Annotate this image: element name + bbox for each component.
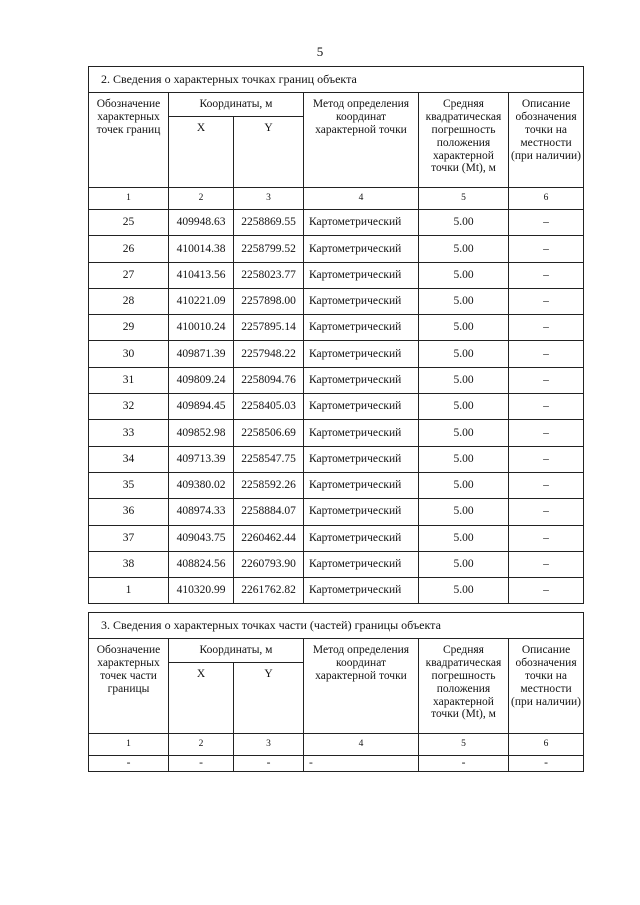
section-title: 3. Сведения о характерных точках части (частей) границы объекта xyxy=(89,613,584,639)
description-cell: – xyxy=(509,315,584,341)
method-cell: Картометрический xyxy=(304,446,419,472)
description-cell: – xyxy=(509,262,584,288)
description-cell: - xyxy=(509,756,584,772)
point-cell: 38 xyxy=(89,551,169,577)
point-cell: 29 xyxy=(89,315,169,341)
y-coordinate-cell: 2258547.75 xyxy=(234,446,304,472)
x-coordinate-cell: 410320.99 xyxy=(169,578,234,604)
point-cell: 35 xyxy=(89,472,169,498)
description-cell: – xyxy=(509,367,584,393)
method-cell: Картометрический xyxy=(304,551,419,577)
mean-error-cell: 5.00 xyxy=(419,367,509,393)
point-cell: - xyxy=(89,756,169,772)
table-row xyxy=(89,288,584,314)
x-coordinate-cell: 410010.24 xyxy=(169,315,234,341)
y-coordinate-cell: - xyxy=(234,756,304,772)
table-row xyxy=(89,236,584,262)
table-row xyxy=(89,525,584,551)
x-coordinate-cell: 409043.75 xyxy=(169,525,234,551)
column-number: 2 xyxy=(169,188,234,210)
column-number: 4 xyxy=(304,188,419,210)
point-cell: 31 xyxy=(89,367,169,393)
x-coordinate-cell: 410413.56 xyxy=(169,262,234,288)
table-row xyxy=(89,551,584,577)
header-method: Метод определения координат характерной точки xyxy=(304,93,419,188)
y-coordinate-cell: 2258884.07 xyxy=(234,499,304,525)
y-coordinate-cell: 2258506.69 xyxy=(234,420,304,446)
method-cell: Картометрический xyxy=(304,394,419,420)
mean-error-cell: - xyxy=(419,756,509,772)
description-cell: – xyxy=(509,288,584,314)
mean-error-cell: 5.00 xyxy=(419,551,509,577)
y-coordinate-cell: 2260462.44 xyxy=(234,525,304,551)
description-cell: – xyxy=(509,472,584,498)
boundary-points-table xyxy=(88,66,584,604)
table-row xyxy=(89,756,584,772)
header-description: Описание обозначения точки на местности (при наличии) xyxy=(509,93,584,188)
y-coordinate-cell: 2258799.52 xyxy=(234,236,304,262)
y-coordinate-cell: 2258869.55 xyxy=(234,210,304,236)
x-coordinate-cell: 410221.09 xyxy=(169,288,234,314)
mean-error-cell: 5.00 xyxy=(419,262,509,288)
y-coordinate-cell: 2260793.90 xyxy=(234,551,304,577)
y-coordinate-cell: 2257895.14 xyxy=(234,315,304,341)
column-number: 5 xyxy=(419,188,509,210)
method-cell: Картометрический xyxy=(304,210,419,236)
mean-error-cell: 5.00 xyxy=(419,236,509,262)
method-cell: Картометрический xyxy=(304,315,419,341)
x-coordinate-cell: 409809.24 xyxy=(169,367,234,393)
table-row xyxy=(89,420,584,446)
column-number-row xyxy=(89,188,584,210)
description-cell: – xyxy=(509,394,584,420)
part-boundary-points-body xyxy=(89,613,584,772)
y-coordinate-cell: 2258094.76 xyxy=(234,367,304,393)
point-cell: 36 xyxy=(89,499,169,525)
y-coordinate-cell: 2258023.77 xyxy=(234,262,304,288)
table-row xyxy=(89,578,584,604)
header-x: X xyxy=(169,663,234,734)
mean-error-cell: 5.00 xyxy=(419,499,509,525)
column-number-row xyxy=(89,734,584,756)
header-method: Метод определения координат характерной точки xyxy=(304,639,419,734)
table-row xyxy=(89,315,584,341)
mean-error-cell: 5.00 xyxy=(419,472,509,498)
header-y: Y xyxy=(234,117,304,188)
column-number: 1 xyxy=(89,734,169,756)
x-coordinate-cell: 409852.98 xyxy=(169,420,234,446)
description-cell: – xyxy=(509,210,584,236)
method-cell: Картометрический xyxy=(304,578,419,604)
y-coordinate-cell: 2257948.22 xyxy=(234,341,304,367)
point-cell: 37 xyxy=(89,525,169,551)
table-row xyxy=(89,394,584,420)
column-number: 2 xyxy=(169,734,234,756)
header-description: Описание обозначения точки на местности (при наличии) xyxy=(509,639,584,734)
x-coordinate-cell: 409894.45 xyxy=(169,394,234,420)
y-coordinate-cell: 2258592.26 xyxy=(234,472,304,498)
mean-error-cell: 5.00 xyxy=(419,578,509,604)
header-mean-error: Средняя квадратическая погрешность положения характерной точки (Mt), м xyxy=(419,639,509,734)
method-cell: - xyxy=(304,756,419,772)
x-coordinate-cell: 409948.63 xyxy=(169,210,234,236)
y-coordinate-cell: 2258405.03 xyxy=(234,394,304,420)
column-number: 1 xyxy=(89,188,169,210)
point-cell: 34 xyxy=(89,446,169,472)
header-y: Y xyxy=(234,663,304,734)
method-cell: Картометрический xyxy=(304,236,419,262)
description-cell: – xyxy=(509,341,584,367)
mean-error-cell: 5.00 xyxy=(419,420,509,446)
description-cell: – xyxy=(509,551,584,577)
point-cell: 1 xyxy=(89,578,169,604)
header-mean-error: Средняя квадратическая погрешность положения характерной точки (Mt), м xyxy=(419,93,509,188)
x-coordinate-cell: 409871.39 xyxy=(169,341,234,367)
column-number: 3 xyxy=(234,188,304,210)
table-row xyxy=(89,262,584,288)
description-cell: – xyxy=(509,420,584,446)
point-cell: 26 xyxy=(89,236,169,262)
mean-error-cell: 5.00 xyxy=(419,525,509,551)
column-number: 5 xyxy=(419,734,509,756)
table-row xyxy=(89,341,584,367)
page-number: 5 xyxy=(316,44,324,59)
x-coordinate-cell: 408974.33 xyxy=(169,499,234,525)
point-cell: 28 xyxy=(89,288,169,314)
method-cell: Картометрический xyxy=(304,262,419,288)
column-number: 6 xyxy=(509,734,584,756)
point-cell: 27 xyxy=(89,262,169,288)
table-row xyxy=(89,367,584,393)
mean-error-cell: 5.00 xyxy=(419,341,509,367)
x-coordinate-cell: 410014.38 xyxy=(169,236,234,262)
table-row xyxy=(89,499,584,525)
table-row xyxy=(89,210,584,236)
header-x: X xyxy=(169,117,234,188)
part-boundary-points-table xyxy=(88,612,584,772)
section-title: 2. Сведения о характерных точках границ объекта xyxy=(89,67,584,93)
description-cell: – xyxy=(509,499,584,525)
x-coordinate-cell: 409380.02 xyxy=(169,472,234,498)
method-cell: Картометрический xyxy=(304,341,419,367)
point-cell: 25 xyxy=(89,210,169,236)
column-number: 4 xyxy=(304,734,419,756)
point-cell: 32 xyxy=(89,394,169,420)
description-cell: – xyxy=(509,578,584,604)
column-number: 6 xyxy=(509,188,584,210)
y-coordinate-cell: 2257898.00 xyxy=(234,288,304,314)
mean-error-cell: 5.00 xyxy=(419,210,509,236)
description-cell: – xyxy=(509,236,584,262)
point-cell: 30 xyxy=(89,341,169,367)
point-cell: 33 xyxy=(89,420,169,446)
boundary-points-body xyxy=(89,67,584,604)
method-cell: Картометрический xyxy=(304,472,419,498)
method-cell: Картометрический xyxy=(304,525,419,551)
table-row xyxy=(89,472,584,498)
column-number: 3 xyxy=(234,734,304,756)
description-cell: – xyxy=(509,525,584,551)
mean-error-cell: 5.00 xyxy=(419,315,509,341)
x-coordinate-cell: 409713.39 xyxy=(169,446,234,472)
method-cell: Картометрический xyxy=(304,367,419,393)
method-cell: Картометрический xyxy=(304,420,419,446)
y-coordinate-cell: 2261762.82 xyxy=(234,578,304,604)
mean-error-cell: 5.00 xyxy=(419,288,509,314)
header-point-designation: Обозначение характерных точек границ xyxy=(89,93,169,188)
mean-error-cell: 5.00 xyxy=(419,446,509,472)
mean-error-cell: 5.00 xyxy=(419,394,509,420)
header-coordinates: Координаты, м xyxy=(169,639,304,663)
description-cell: – xyxy=(509,446,584,472)
header-coordinates: Координаты, м xyxy=(169,93,304,117)
method-cell: Картометрический xyxy=(304,288,419,314)
x-coordinate-cell: 408824.56 xyxy=(169,551,234,577)
x-coordinate-cell: - xyxy=(169,756,234,772)
method-cell: Картометрический xyxy=(304,499,419,525)
table-row xyxy=(89,446,584,472)
header-point-designation: Обозначение характерных точек части границы xyxy=(89,639,169,734)
